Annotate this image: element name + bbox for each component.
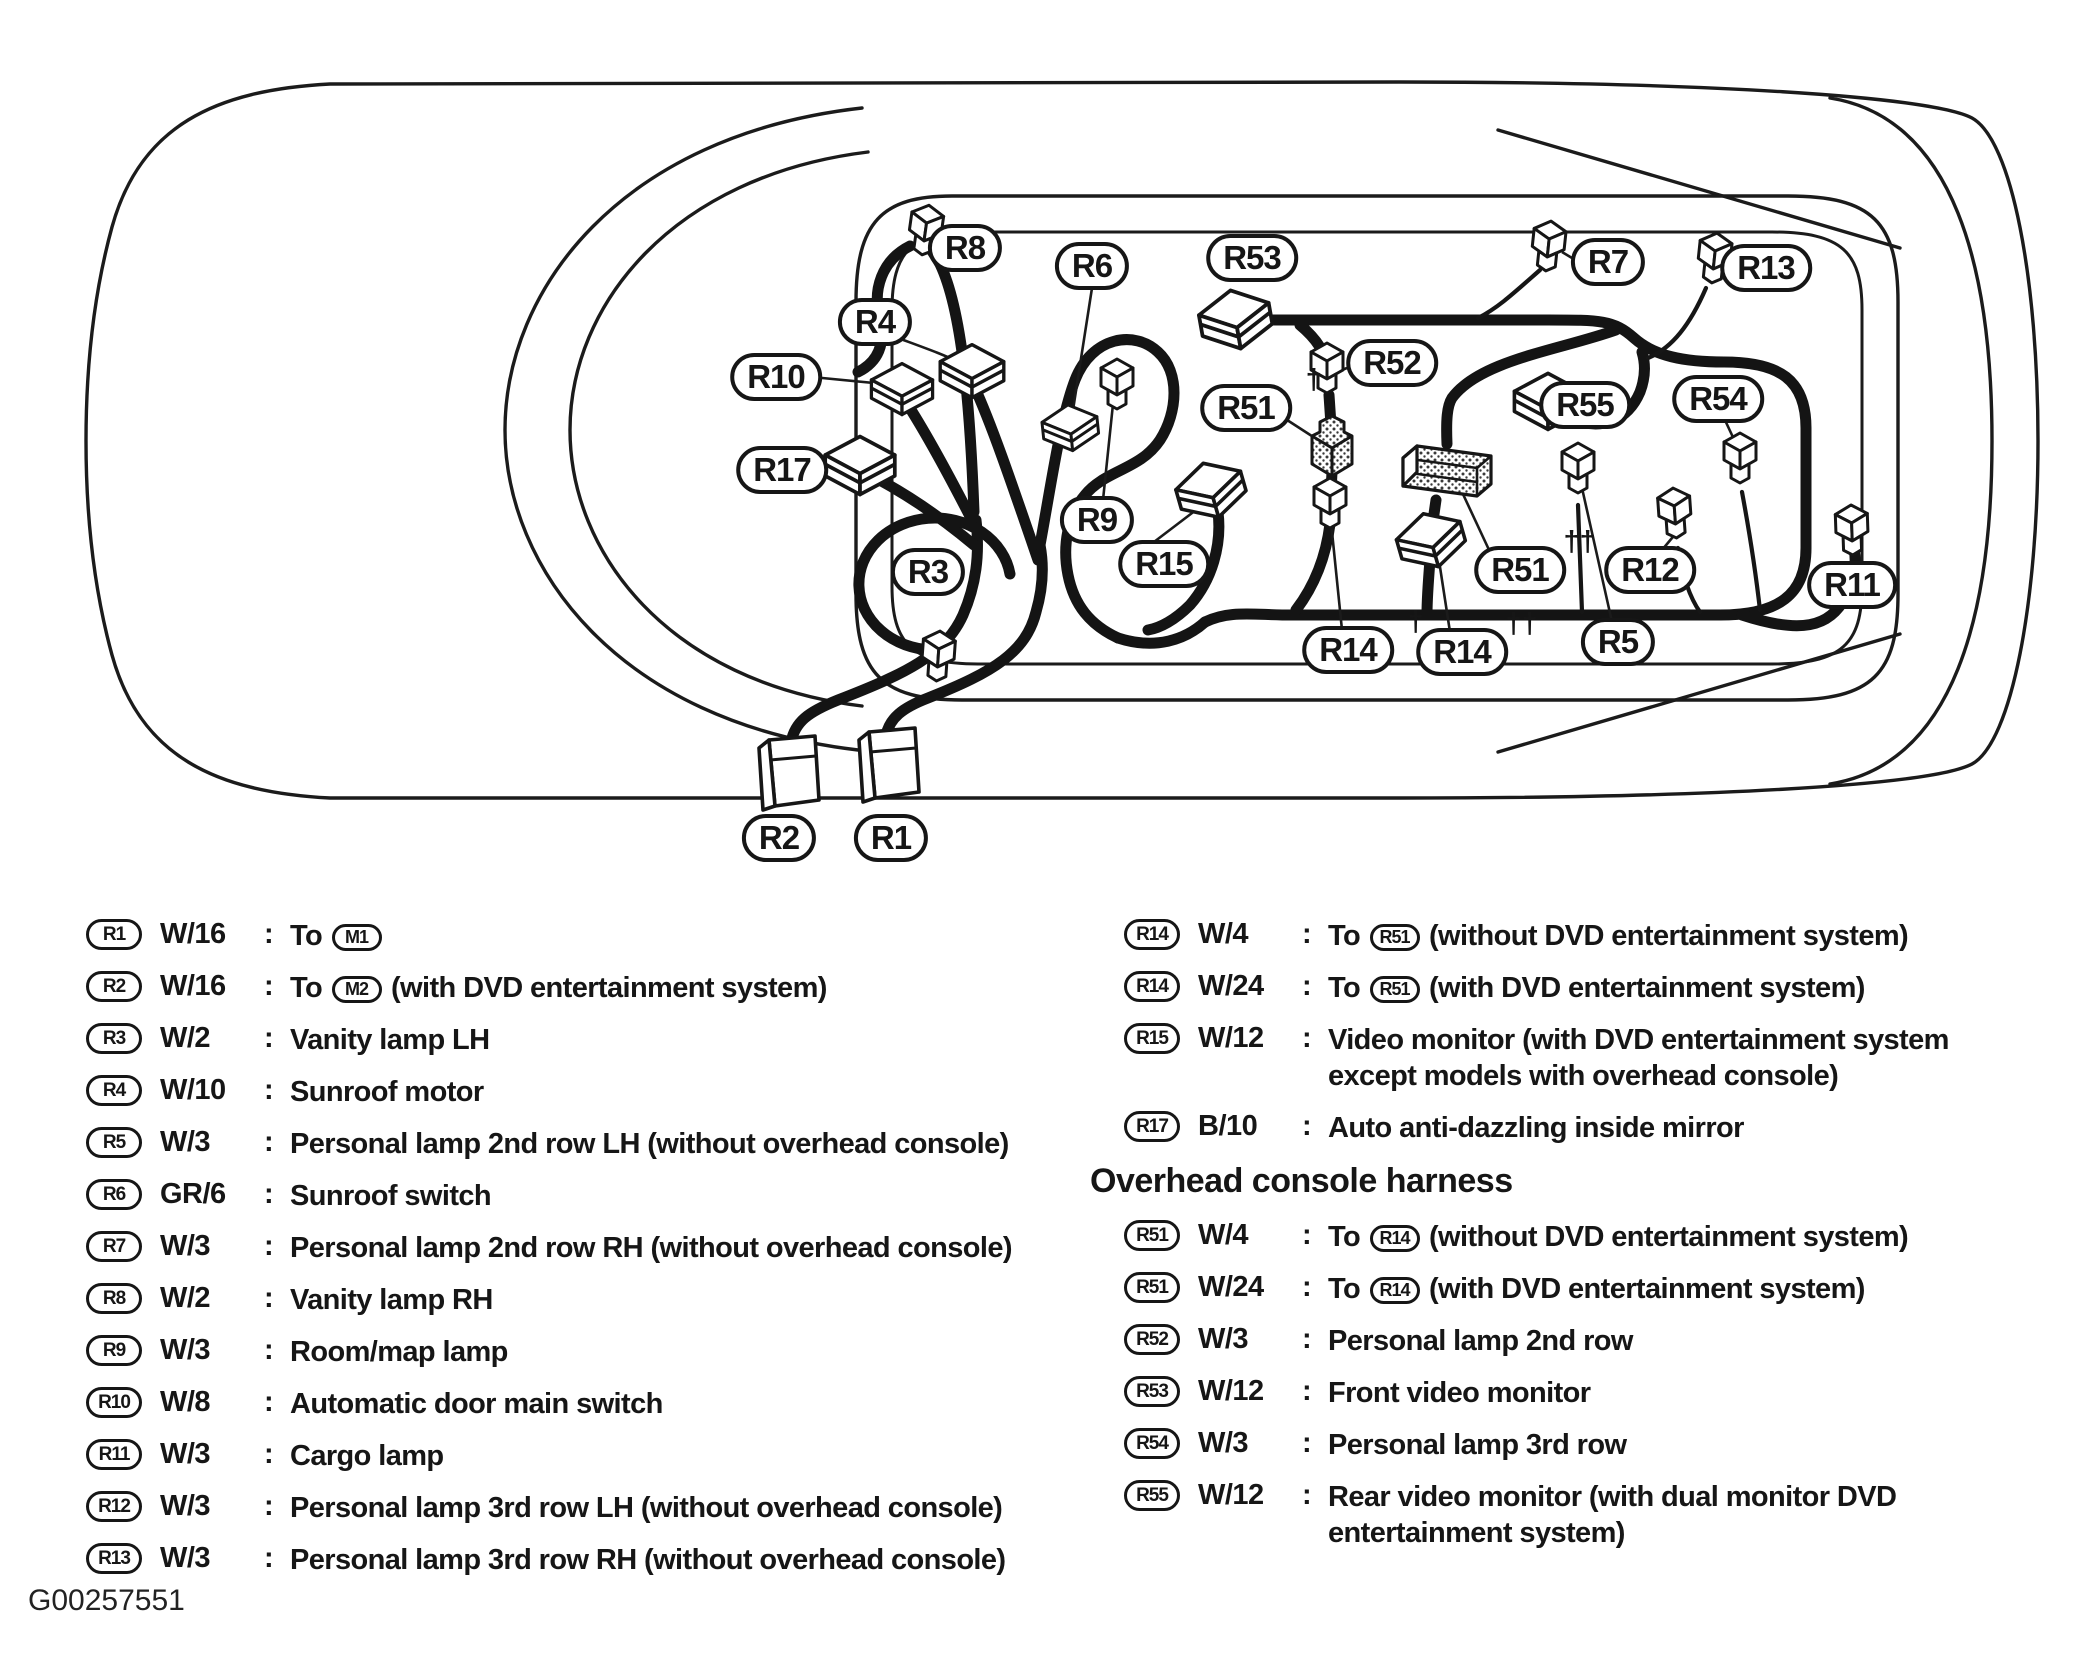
colon: : <box>264 1542 274 1574</box>
callout-r9 <box>1060 496 1134 544</box>
callout-label: R5 <box>1581 618 1655 666</box>
rear-hatch-inner-line <box>1830 98 1992 784</box>
description: To R51 (with DVD entertainment system) <box>1328 972 1865 1004</box>
callout-label: R53 <box>1206 234 1298 282</box>
wire-code: W/2 <box>160 1282 211 1314</box>
colon: : <box>264 918 274 950</box>
connector-badge: R14 <box>1124 971 1180 1002</box>
callout-r51-dd <box>1474 526 1596 594</box>
wire-code: W/3 <box>160 1438 211 1470</box>
connector-r14-double-dagger-box <box>1392 505 1471 576</box>
colon: : <box>264 1230 274 1262</box>
legend-row-r7 <box>86 1230 1012 1266</box>
connector-r7 <box>1530 219 1567 272</box>
callout-r7 <box>1571 238 1645 286</box>
legend-row-r17 <box>1124 1110 1978 1146</box>
callout-r13 <box>1720 244 1812 292</box>
colon: : <box>1302 1375 1312 1407</box>
connector-r9 <box>1101 359 1133 409</box>
ref-badge-m1: M1 <box>332 924 382 951</box>
legend-row-r51 <box>1124 1271 1978 1307</box>
callout-r15 <box>1118 540 1210 588</box>
description: Rear video monitor (with dual monitor DVD entertainment system) <box>1328 1481 1897 1549</box>
callout-label: R12 <box>1604 546 1696 594</box>
dagger-mark: † <box>1305 364 1322 396</box>
connector-r1-box <box>859 728 919 802</box>
colon: : <box>264 1178 274 1210</box>
callout-r14-d <box>1302 606 1424 674</box>
wire-code: W/3 <box>160 1126 211 1158</box>
connector-badge: R8 <box>86 1283 142 1314</box>
callout-r12 <box>1604 546 1696 594</box>
connector-badge: R17 <box>1124 1111 1180 1142</box>
callout-r8 <box>928 224 1002 272</box>
connector-r14-dagger <box>1314 478 1346 528</box>
wire-code: W/24 <box>1198 1271 1264 1303</box>
callout-r2 <box>742 814 816 862</box>
callout-r54 <box>1672 375 1764 423</box>
wire-code: GR/6 <box>160 1178 226 1210</box>
wire-code: W/8 <box>160 1386 211 1418</box>
legend-row-r53 <box>1124 1375 1978 1411</box>
connector-r54 <box>1724 433 1756 483</box>
wire-code: B/10 <box>1198 1110 1258 1142</box>
connector-r4-box <box>940 345 1004 398</box>
colon: : <box>264 1334 274 1366</box>
description: Vanity lamp LH <box>290 1024 490 1056</box>
windshield-outer <box>505 108 862 750</box>
callout-r11 <box>1807 561 1897 609</box>
colon: : <box>1302 970 1312 1002</box>
callout-r51-d <box>1200 364 1322 432</box>
legend-row-r12 <box>86 1490 1012 1526</box>
callout-label: R55 <box>1539 381 1631 429</box>
callout-label: R15 <box>1118 540 1210 588</box>
connector-r6 <box>1040 402 1100 454</box>
connector-r11 <box>1835 504 1869 555</box>
callout-label: R6 <box>1055 242 1129 290</box>
connector-badge: R1 <box>86 919 142 950</box>
callout-label: R2 <box>742 814 816 862</box>
connector-badge: R13 <box>86 1543 142 1574</box>
connector-badge: R54 <box>1124 1428 1180 1459</box>
legend-row-r10 <box>86 1386 1012 1422</box>
connector-badge: R52 <box>1124 1324 1180 1355</box>
callout-label: R7 <box>1571 238 1645 286</box>
ref-badge-r51: R51 <box>1370 976 1420 1003</box>
description: To R14 (without DVD entertainment system) <box>1328 1221 1909 1253</box>
ref-badge-m2: M2 <box>332 976 382 1003</box>
wire-code: W/4 <box>1198 1219 1249 1251</box>
connector-badge: R14 <box>1124 919 1180 950</box>
description: Room/map lamp <box>290 1336 508 1368</box>
callout-label: R11 <box>1807 561 1897 609</box>
colon: : <box>264 1126 274 1158</box>
wire-code: W/12 <box>1198 1022 1264 1054</box>
section-heading-overhead-console-harness: Overhead console harness <box>1090 1162 1513 1200</box>
colon: : <box>1302 1479 1312 1511</box>
callout-label: R54 <box>1672 375 1764 423</box>
legend-row-r4 <box>86 1074 1012 1110</box>
wire-code: W/3 <box>160 1490 211 1522</box>
colon: : <box>264 1438 274 1470</box>
legend-left-column <box>86 918 1012 1594</box>
wire-code: W/12 <box>1198 1375 1264 1407</box>
legend-row-r14 <box>1124 918 1978 954</box>
callout-label: R17 <box>736 446 828 494</box>
connector-r3 <box>921 630 956 682</box>
description: Personal lamp 3rd row RH (without overhead console) <box>290 1544 1006 1576</box>
description: Sunroof switch <box>290 1180 492 1212</box>
connector-badge: R51 <box>1124 1272 1180 1303</box>
legend-row-r11 <box>86 1438 1012 1474</box>
connector-r51-dagger <box>1312 416 1352 476</box>
connector-badge: R7 <box>86 1231 142 1262</box>
callout-r5 <box>1581 618 1655 666</box>
callout-label: R52 <box>1346 339 1438 387</box>
description: Vanity lamp RH <box>290 1284 493 1316</box>
description: Video monitor (with DVD entertainment system except models with overhead console) <box>1328 1024 1949 1092</box>
callout-label: R10 <box>730 353 822 401</box>
wire-code: W/4 <box>1198 918 1249 950</box>
wire-code: W/24 <box>1198 970 1264 1002</box>
wire-code: W/3 <box>160 1230 211 1262</box>
colon: : <box>264 1386 274 1418</box>
callout-r17 <box>736 446 828 494</box>
description: To R14 (with DVD entertainment system) <box>1328 1273 1865 1305</box>
connector-r53-box <box>1196 284 1276 354</box>
legend-row-r55 <box>1124 1479 1978 1551</box>
legend-row-r8 <box>86 1282 1012 1318</box>
callout-r10 <box>730 353 822 401</box>
connector-badge: R15 <box>1124 1023 1180 1054</box>
description: Personal lamp 3rd row LH (without overhead console) <box>290 1492 1003 1524</box>
wire-code: W/16 <box>160 970 226 1002</box>
description: Sunroof motor <box>290 1076 484 1108</box>
connector-badge: R5 <box>86 1127 142 1158</box>
connector-badge: R4 <box>86 1075 142 1106</box>
wire-code: W/2 <box>160 1022 211 1054</box>
callout-r1 <box>854 814 928 862</box>
callout-label: R8 <box>928 224 1002 272</box>
colon: : <box>264 1490 274 1522</box>
colon: : <box>1302 918 1312 950</box>
ref-badge-r14: R14 <box>1370 1225 1420 1252</box>
colon: : <box>1302 1110 1312 1142</box>
connector-badge: R6 <box>86 1179 142 1210</box>
description: To R51 (without DVD entertainment system) <box>1328 920 1909 952</box>
colon: : <box>264 970 274 1002</box>
dagger-mark: †† <box>1563 526 1596 558</box>
colon: : <box>264 1022 274 1054</box>
description: Front video monitor <box>1328 1377 1591 1409</box>
description: Personal lamp 2nd row <box>1328 1325 1633 1357</box>
legend-row-r54 <box>1124 1427 1978 1463</box>
description: Personal lamp 2nd row RH (without overhead console) <box>290 1232 1012 1264</box>
legend-row-r9 <box>86 1334 1012 1370</box>
callout-r6 <box>1055 242 1129 290</box>
connector-badge: R10 <box>86 1387 142 1418</box>
wire-code: W/10 <box>160 1074 226 1106</box>
legend-right-column <box>1090 918 1978 1567</box>
callout-label: R14 <box>1416 628 1508 676</box>
legend-right-top-rows <box>1124 918 1978 1146</box>
description: Personal lamp 2nd row LH (without overhead console) <box>290 1128 1009 1160</box>
ref-badge-r14: R14 <box>1370 1277 1420 1304</box>
callout-label: R1 <box>854 814 928 862</box>
colon: : <box>1302 1271 1312 1303</box>
wire-code: W/16 <box>160 918 226 950</box>
legend-row-r15 <box>1124 1022 1978 1094</box>
description: To M2 (with DVD entertainment system) <box>290 972 827 1004</box>
colon: : <box>1302 1323 1312 1355</box>
legend-right-bottom-rows <box>1124 1219 1978 1551</box>
figure-id-code: G00257551 <box>28 1584 185 1617</box>
ref-badge-r51: R51 <box>1370 924 1420 951</box>
connector-r12 <box>1657 487 1692 539</box>
wire-code: W/3 <box>1198 1323 1249 1355</box>
legend-row-r5 <box>86 1126 1012 1162</box>
callout-r52 <box>1346 339 1438 387</box>
connector-badge: R55 <box>1124 1480 1180 1511</box>
connector-badge: R2 <box>86 971 142 1002</box>
connector-badge: R11 <box>86 1439 142 1470</box>
callout-r53 <box>1206 234 1298 282</box>
wire-code: W/3 <box>160 1334 211 1366</box>
connector-badge: R9 <box>86 1335 142 1366</box>
legend-row-r6 <box>86 1178 1012 1214</box>
connector-badge: R12 <box>86 1491 142 1522</box>
callout-label: R4 <box>838 298 912 346</box>
description: Personal lamp 3rd row <box>1328 1429 1627 1461</box>
connector-badge: R53 <box>1124 1376 1180 1407</box>
description: Cargo lamp <box>290 1440 444 1472</box>
colon: : <box>264 1074 274 1106</box>
description: To M1 <box>290 918 384 954</box>
callout-label: R3 <box>891 548 965 596</box>
callout-label: R51 <box>1474 546 1566 594</box>
callout-r4 <box>838 298 912 346</box>
connector-badge: R3 <box>86 1023 142 1054</box>
wire-code: W/3 <box>160 1542 211 1574</box>
description: Automatic door main switch <box>290 1388 663 1420</box>
description: Auto anti-dazzling inside mirror <box>1328 1112 1744 1144</box>
callout-label: R13 <box>1720 244 1812 292</box>
connector-r15-box <box>1171 454 1251 526</box>
wire-code: W/12 <box>1198 1479 1264 1511</box>
connector-r5 <box>1562 443 1594 493</box>
legend-row-r51 <box>1124 1219 1978 1255</box>
callout-label: R9 <box>1060 496 1134 544</box>
legend-row-r2 <box>86 970 1012 1006</box>
legend-row-r14 <box>1124 970 1978 1006</box>
connector-badge: R51 <box>1124 1220 1180 1251</box>
dagger-mark: † <box>1407 606 1424 638</box>
callout-label: R14 <box>1302 626 1394 674</box>
legend-row-r13 <box>86 1542 1012 1578</box>
connector-r2-box <box>759 736 819 810</box>
colon: : <box>1302 1022 1312 1054</box>
connector-r51-double-dagger <box>1403 446 1491 496</box>
legend-row-r1 <box>86 918 1012 954</box>
connector-r10-box <box>871 364 932 415</box>
rear-pillar-diagonal-bottom <box>1498 634 1900 752</box>
colon: : <box>1302 1219 1312 1251</box>
colon: : <box>264 1282 274 1314</box>
dagger-mark: †† <box>1505 608 1538 640</box>
legend-row-r52 <box>1124 1323 1978 1359</box>
callout-r14-dd <box>1416 608 1538 676</box>
colon: : <box>1302 1427 1312 1459</box>
windshield-inner <box>570 152 868 706</box>
wire-code: W/3 <box>1198 1427 1249 1459</box>
callout-r3 <box>891 548 965 596</box>
callout-label: R51 <box>1200 384 1292 432</box>
legend-row-r3 <box>86 1022 1012 1058</box>
callout-r55 <box>1539 381 1631 429</box>
